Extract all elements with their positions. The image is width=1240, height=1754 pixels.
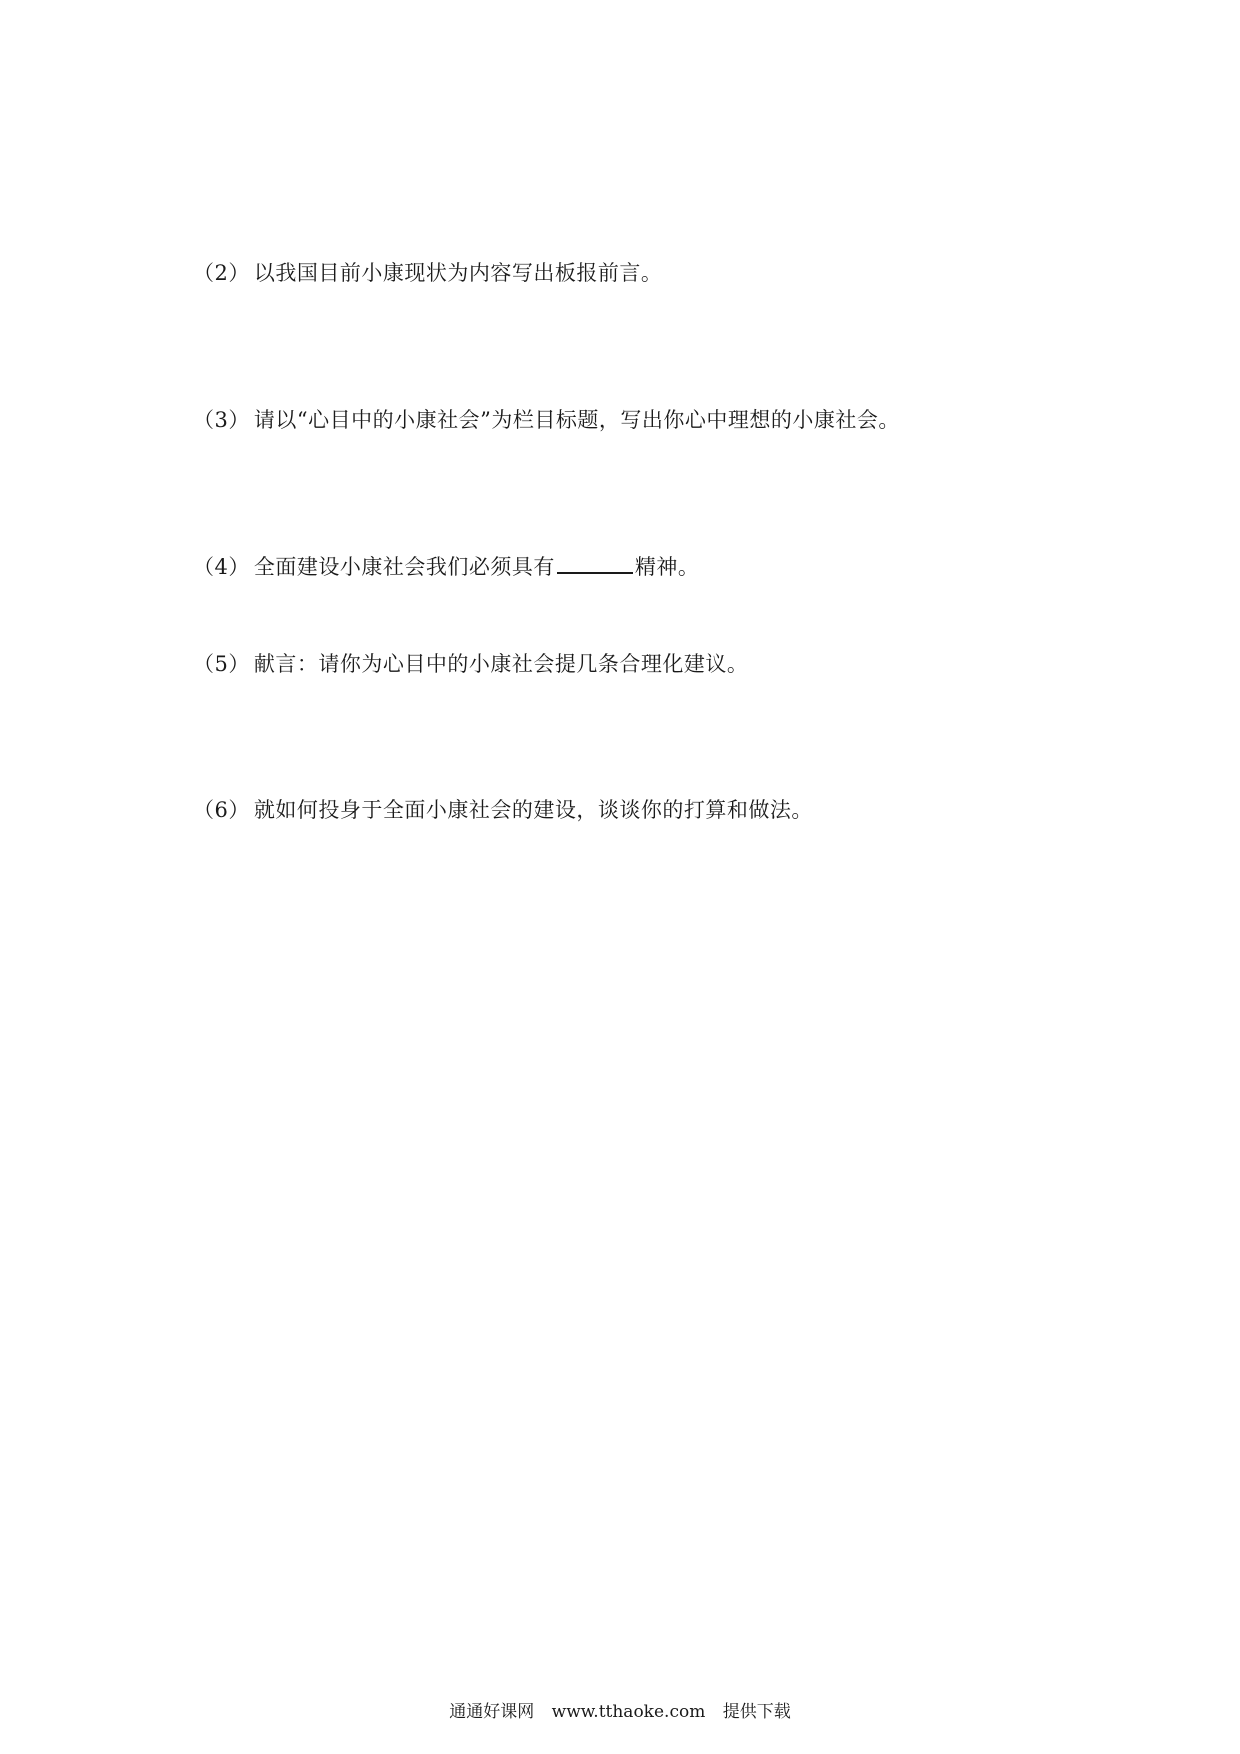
question-3 bbox=[193, 406, 900, 434]
question-5 bbox=[193, 650, 748, 678]
question-text-before-blank: 全面建设小康社会我们必须具有 bbox=[253, 555, 555, 579]
question-text: 就如何投身于全面小康社会的建设，谈谈你的打算和做法。 bbox=[253, 798, 813, 822]
question-number: （3） bbox=[193, 408, 250, 432]
question-2 bbox=[193, 259, 662, 287]
page-footer bbox=[0, 1700, 1240, 1724]
question-text: 献言：请你为心目中的小康社会提几条合理化建议。 bbox=[253, 652, 749, 676]
question-text-after-blank: 精神。 bbox=[634, 555, 700, 579]
question-text: 请以“心目中的小康社会”为栏目标题，写出你心中理想的小康社会。 bbox=[253, 408, 900, 432]
question-4 bbox=[193, 552, 699, 581]
fill-in-blank[interactable] bbox=[557, 552, 633, 574]
question-text: 以我国目前小康现状为内容写出板报前言。 bbox=[253, 261, 663, 285]
question-number: （4） bbox=[193, 555, 250, 579]
footer-url-link[interactable]: www.tthaoke.com bbox=[551, 1702, 706, 1722]
question-number: （5） bbox=[193, 652, 250, 676]
footer-action: 提供下载 bbox=[722, 1702, 791, 1722]
question-number: （6） bbox=[193, 798, 250, 822]
footer-site-name: 通通好课网 bbox=[449, 1702, 535, 1722]
question-6 bbox=[193, 796, 813, 824]
question-number: （2） bbox=[193, 261, 250, 285]
